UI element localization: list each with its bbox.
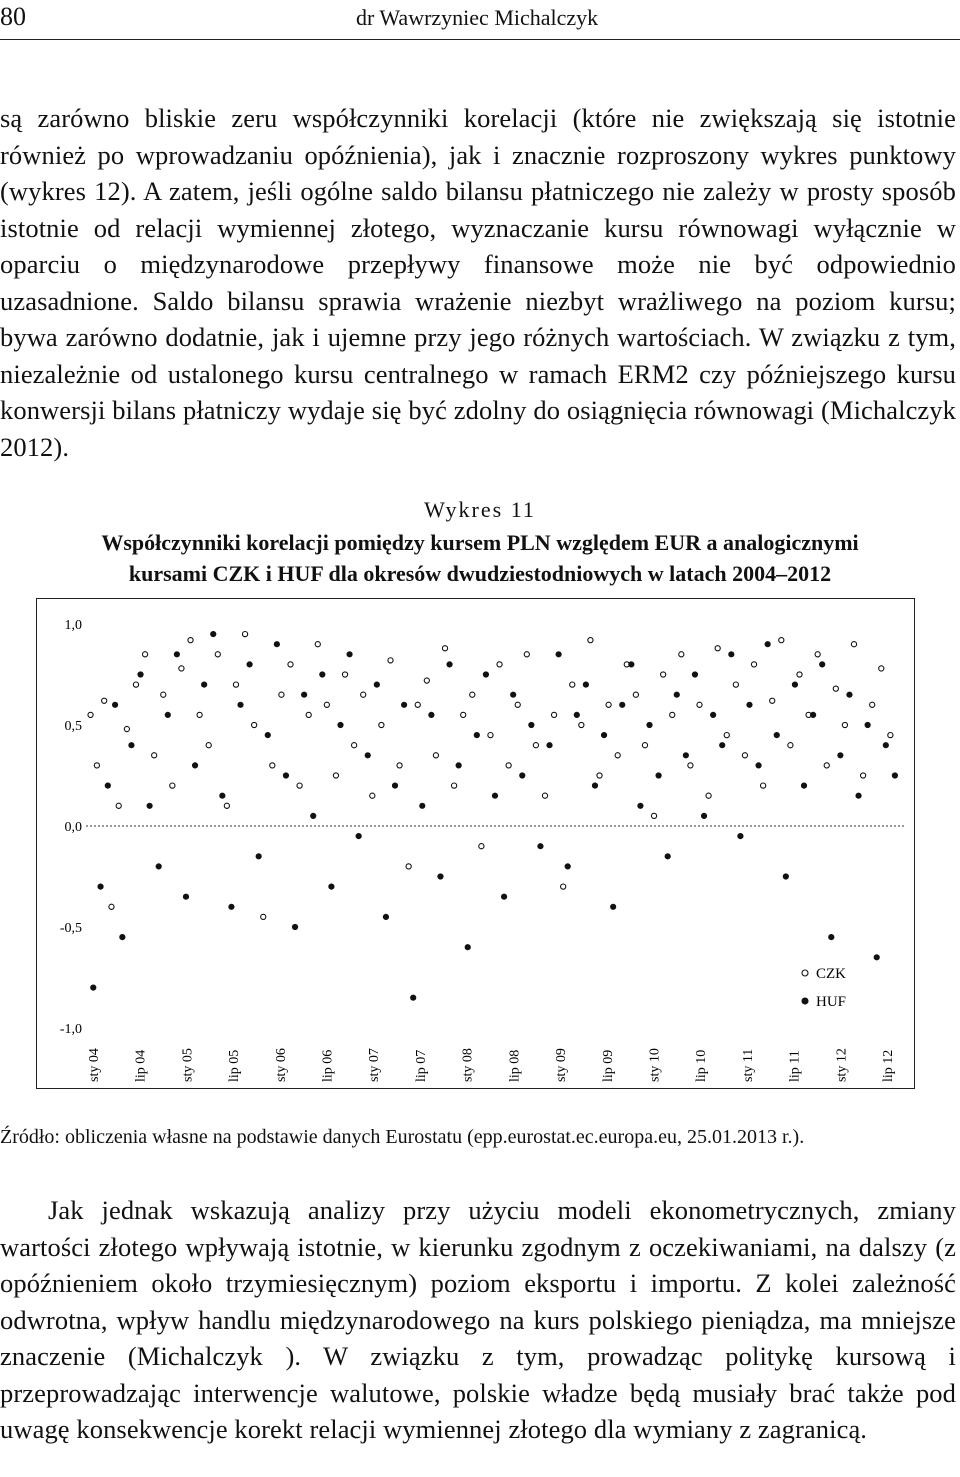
point-huf	[210, 631, 216, 637]
point-huf	[256, 854, 262, 860]
legend-label-czk: CZK	[816, 966, 846, 982]
x-axis-labels	[87, 1048, 896, 1082]
legend-marker-czk	[802, 970, 808, 976]
point-czk	[224, 803, 229, 808]
point-huf	[438, 874, 444, 880]
point-czk	[352, 743, 357, 748]
point-huf	[401, 702, 407, 708]
point-czk	[94, 763, 99, 768]
y-tick-label: 1,0	[64, 618, 82, 633]
x-tick-label: sty 10	[647, 1048, 663, 1082]
point-huf	[129, 742, 135, 748]
point-czk	[388, 658, 393, 663]
point-czk	[579, 722, 584, 727]
point-czk	[570, 682, 575, 687]
point-czk	[751, 662, 756, 667]
point-huf	[483, 672, 489, 678]
point-huf	[112, 702, 118, 708]
point-czk	[406, 864, 411, 869]
point-czk	[706, 793, 711, 798]
point-czk	[379, 722, 384, 727]
point-czk	[142, 652, 147, 657]
point-huf	[90, 985, 96, 991]
point-huf	[838, 753, 844, 759]
point-huf	[383, 914, 389, 920]
point-czk	[670, 712, 675, 717]
series-czk	[88, 632, 893, 920]
point-huf	[265, 732, 271, 738]
point-czk	[506, 763, 511, 768]
point-huf	[674, 692, 680, 698]
point-huf	[283, 773, 289, 779]
point-czk	[561, 884, 566, 889]
point-czk	[742, 753, 747, 758]
point-huf	[347, 652, 353, 658]
point-czk	[815, 652, 820, 657]
figure-source: Źródło: obliczenia własne na podstawie danych Eurostatu (epp.eurostat.ec.europa.eu, 25.01.2013 r.).	[0, 1126, 805, 1148]
plot-area	[86, 631, 904, 1000]
point-czk	[642, 743, 647, 748]
point-huf	[419, 803, 425, 809]
y-axis-labels	[60, 618, 82, 1037]
point-czk	[697, 702, 702, 707]
point-czk	[488, 733, 493, 738]
point-czk	[109, 904, 114, 909]
point-czk	[233, 682, 238, 687]
point-huf	[365, 753, 371, 759]
figure-title-line-2: kursami CZK i HUF dla okresów dwudziestodniowych w latach 2004–2012	[128, 561, 832, 586]
point-huf	[683, 753, 689, 759]
point-czk	[461, 712, 466, 717]
point-czk	[452, 783, 457, 788]
point-czk	[133, 682, 138, 687]
point-huf	[474, 732, 480, 738]
point-czk	[879, 666, 884, 671]
point-huf	[665, 854, 671, 860]
point-czk	[833, 686, 838, 691]
point-czk	[424, 678, 429, 683]
point-huf	[747, 702, 753, 708]
point-huf	[828, 934, 834, 940]
chart-frame	[37, 599, 915, 1089]
y-tick-label: 0,0	[64, 820, 82, 835]
header-rule	[0, 39, 960, 40]
body-paragraph-2: Jak jednak wskazują analizy przy użyciu modeli ekonometrycznych, zmiany wartości złotego wpływają istotnie, w kierunku zgodnym z oczekiwaniami, na dalszy (z opóźnieniem około trzymiesięcznym) poziom eksportu i importu. Z kolei zależność odwrotna, wpływ handlu międzynarodowego na kurs polskiego pieniądza, ma mniejsze znaczenie (Michalczyk ). W związku z tym, prowadząc politykę kursową i przeprowadzając interwencje walutowe, polskie władze będą musiały brać także pod uwagę konsekwencje korekt relacji wymiennej złotego dla wymiany z zagranicą.	[0, 1195, 956, 1444]
point-huf	[392, 783, 398, 789]
point-huf	[510, 692, 516, 698]
point-huf	[574, 712, 580, 718]
point-czk	[515, 702, 520, 707]
point-czk	[824, 763, 829, 768]
point-czk	[661, 672, 666, 677]
point-czk	[161, 692, 166, 697]
x-tick-label: sty 11	[740, 1048, 756, 1082]
point-huf	[98, 884, 104, 890]
point-huf	[492, 793, 498, 799]
point-huf	[220, 793, 226, 799]
point-huf	[292, 924, 298, 930]
figure-label: Wykres 11	[424, 497, 536, 522]
point-huf	[738, 833, 744, 839]
point-huf	[801, 783, 807, 789]
point-czk	[524, 652, 529, 657]
series-huf	[90, 631, 897, 1000]
point-czk	[597, 773, 602, 778]
scatter-chart	[36, 598, 916, 1090]
x-tick-label: lip 12	[881, 1049, 896, 1082]
x-tick-label: lip 11	[787, 1050, 803, 1082]
point-huf	[629, 662, 635, 668]
point-huf	[692, 672, 698, 678]
point-huf	[529, 722, 535, 728]
point-czk	[615, 753, 620, 758]
point-huf	[156, 864, 162, 870]
point-huf	[229, 904, 235, 910]
page-header	[0, 0, 960, 40]
point-czk	[888, 733, 893, 738]
point-czk	[206, 743, 211, 748]
point-czk	[179, 666, 184, 671]
figure-title-line-1: Współczynniki korelacji pomiędzy kursem PLN względem EUR a analogicznymi	[101, 530, 859, 555]
point-czk	[842, 722, 847, 727]
point-huf	[120, 934, 126, 940]
point-czk	[497, 662, 502, 667]
x-tick-label: sty 05	[180, 1048, 196, 1082]
y-tick-label: -0,5	[59, 921, 82, 936]
point-czk	[342, 672, 347, 677]
point-huf	[638, 803, 644, 809]
point-huf	[538, 843, 544, 849]
legend-marker-huf	[802, 998, 808, 1004]
point-huf	[338, 722, 344, 728]
point-huf	[847, 692, 853, 698]
x-tick-label: sty 07	[367, 1048, 383, 1082]
point-czk	[306, 712, 311, 717]
point-czk	[261, 914, 266, 919]
y-tick-label: -1,0	[59, 1022, 82, 1037]
point-huf	[174, 652, 180, 658]
point-czk	[188, 638, 193, 643]
point-huf	[310, 813, 316, 819]
point-czk	[688, 763, 693, 768]
point-czk	[851, 642, 856, 647]
x-tick-label: lip 04	[133, 1049, 149, 1082]
point-czk	[542, 793, 547, 798]
point-czk	[470, 692, 475, 697]
point-czk	[88, 712, 93, 717]
point-czk	[551, 712, 556, 717]
x-tick-label: lip 05	[227, 1049, 243, 1082]
point-huf	[147, 803, 153, 809]
point-czk	[788, 743, 793, 748]
point-huf	[765, 641, 771, 647]
point-czk	[197, 712, 202, 717]
point-czk	[170, 783, 175, 788]
point-huf	[565, 864, 571, 870]
point-huf	[192, 763, 198, 769]
point-huf	[138, 672, 144, 678]
running-head: dr Wawrzyniec Michalczyk	[356, 5, 599, 30]
point-czk	[324, 702, 329, 707]
point-czk	[633, 692, 638, 697]
page-number: 80	[0, 2, 26, 31]
point-huf	[865, 722, 871, 728]
point-czk	[370, 793, 375, 798]
point-czk	[797, 672, 802, 677]
point-huf	[247, 662, 253, 668]
point-huf	[792, 682, 798, 688]
point-czk	[442, 646, 447, 651]
figure-title	[30, 527, 930, 589]
point-huf	[501, 894, 507, 900]
point-huf	[456, 763, 462, 769]
body-paragraph-1: są zarówno bliskie zeru współczynniki korelacji (które nie zwiększają się istotnie również po wprowadzaniu opóźnienia), jak i znacznie rozproszony wykres punktowy (wykres 12). A zatem, jeśli ogólne saldo bilansu płatniczego nie zależy w prosty sposób istotnie od relacji wymiennej złotego, wyznaczanie kursu równowagi wyłącznie w oparciu o międzynarodowe przepływy finansowe może nie być odpowiednio uzasadnione. Saldo bilansu sprawia wrażenie niezbyt wrażliwego na poziom kursu; bywa zarówno dodatnie, jak i ujemne przy jego różnych wartościach. W związku z tym, niezależnie od ustalonego kursu centralnego w ramach ERM2 czy późniejszego kursu konwersji bilans płatniczy wydaje się być zdolny do osiągnięcia równowagi (Michalczyk 2012).	[0, 103, 956, 462]
point-czk	[606, 702, 611, 707]
point-huf	[783, 874, 789, 880]
point-czk	[279, 692, 284, 697]
point-huf	[201, 682, 207, 688]
point-czk	[533, 743, 538, 748]
point-huf	[883, 742, 889, 748]
x-tick-label: lip 06	[320, 1049, 336, 1082]
point-huf	[410, 995, 416, 1001]
point-czk	[861, 773, 866, 778]
x-tick-label: sty 04	[87, 1048, 102, 1082]
point-czk	[733, 682, 738, 687]
point-huf	[556, 652, 562, 658]
point-czk	[124, 726, 129, 731]
point-huf	[819, 662, 825, 668]
point-czk	[297, 783, 302, 788]
y-tick-label: 0,5	[64, 719, 82, 734]
x-tick-label: lip 08	[507, 1049, 523, 1082]
x-tick-label: lip 10	[694, 1049, 710, 1082]
x-tick-label: sty 12	[834, 1048, 850, 1082]
point-huf	[183, 894, 189, 900]
point-huf	[105, 783, 111, 789]
x-tick-label: sty 09	[554, 1048, 570, 1082]
point-czk	[270, 763, 275, 768]
point-huf	[274, 641, 280, 647]
point-huf	[610, 904, 616, 910]
point-huf	[719, 742, 725, 748]
point-huf	[810, 712, 816, 718]
point-huf	[729, 652, 735, 658]
point-huf	[583, 682, 589, 688]
point-huf	[892, 773, 898, 779]
point-czk	[333, 773, 338, 778]
point-huf	[774, 732, 780, 738]
point-huf	[374, 682, 380, 688]
point-czk	[770, 698, 775, 703]
point-czk	[252, 722, 257, 727]
point-czk	[679, 652, 684, 657]
point-huf	[647, 722, 653, 728]
point-huf	[165, 712, 171, 718]
point-huf	[619, 702, 625, 708]
point-czk	[116, 803, 121, 808]
point-huf	[547, 742, 553, 748]
point-huf	[356, 833, 362, 839]
x-tick-label: lip 07	[413, 1049, 429, 1082]
x-tick-label: sty 08	[460, 1048, 476, 1082]
point-huf	[320, 672, 326, 678]
point-czk	[651, 813, 656, 818]
point-czk	[779, 638, 784, 643]
point-czk	[102, 698, 107, 703]
point-huf	[465, 944, 471, 950]
point-czk	[761, 783, 766, 788]
point-huf	[329, 884, 335, 890]
point-huf	[601, 732, 607, 738]
point-huf	[301, 692, 307, 698]
point-czk	[724, 733, 729, 738]
point-huf	[701, 813, 707, 819]
point-czk	[479, 844, 484, 849]
point-huf	[519, 773, 525, 779]
chart-svg	[36, 598, 916, 1090]
legend	[792, 956, 854, 1018]
point-huf	[656, 773, 662, 779]
point-huf	[592, 783, 598, 789]
point-huf	[856, 793, 862, 799]
point-czk	[588, 638, 593, 643]
point-czk	[288, 662, 293, 667]
x-tick-label: lip 09	[600, 1049, 616, 1082]
point-czk	[315, 642, 320, 647]
point-czk	[242, 632, 247, 637]
point-czk	[870, 702, 875, 707]
point-czk	[715, 646, 720, 651]
x-tick-label: sty 06	[273, 1048, 289, 1082]
point-czk	[397, 763, 402, 768]
point-huf	[447, 662, 453, 668]
legend-label-huf: HUF	[816, 994, 847, 1010]
point-czk	[152, 753, 157, 758]
point-huf	[874, 955, 880, 961]
point-czk	[433, 753, 438, 758]
point-huf	[756, 763, 762, 769]
point-czk	[415, 702, 420, 707]
point-czk	[215, 652, 220, 657]
point-czk	[361, 692, 366, 697]
point-huf	[710, 712, 716, 718]
point-huf	[429, 712, 435, 718]
point-huf	[238, 702, 244, 708]
